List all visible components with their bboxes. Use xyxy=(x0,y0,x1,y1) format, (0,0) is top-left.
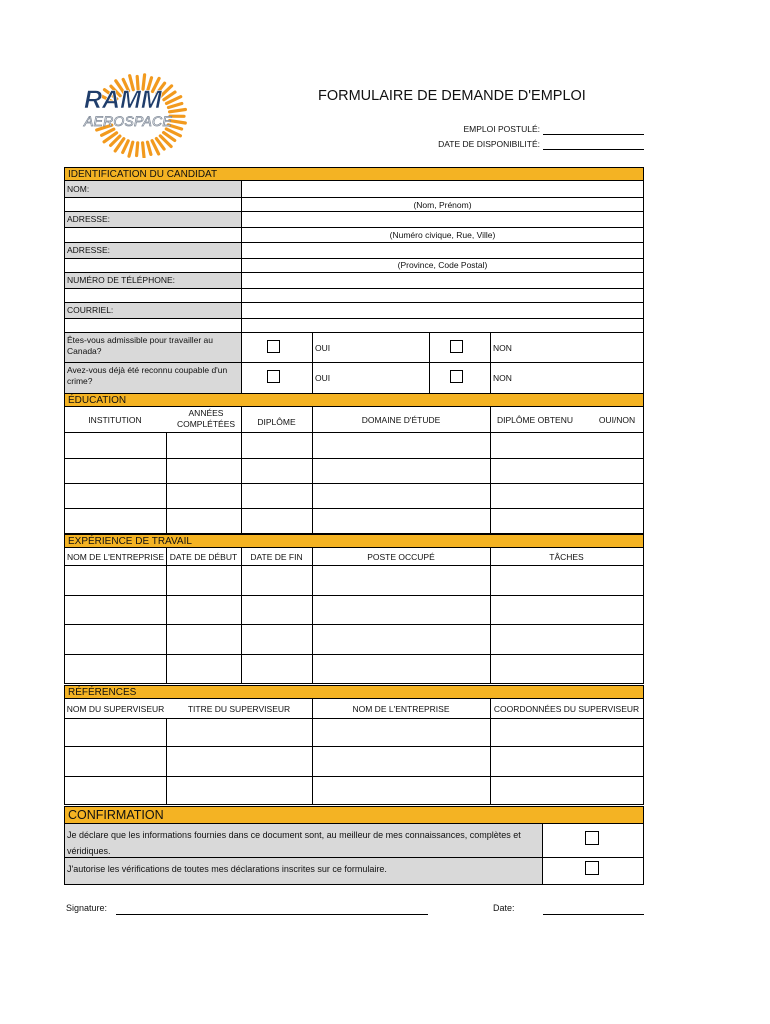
references-header-title: TITRE DU SUPERVISEUR xyxy=(187,704,291,714)
address2-hint: (Province, Code Postal) xyxy=(397,260,488,270)
confirmation-statement-verification: J'autorise les vérifications de toutes mes déclarations inscrites sur ce formulaire. xyxy=(67,864,387,874)
section-references-title: RÉFÉRENCES xyxy=(68,687,137,698)
address1-input[interactable] xyxy=(242,211,643,227)
experience-header-tasks: TÂCHES xyxy=(549,552,584,562)
email-label: COURRIEL: xyxy=(67,305,114,315)
job-applied-label: EMPLOI POSTULÉ: xyxy=(463,124,540,134)
company-logo xyxy=(62,70,210,158)
job-applied-field[interactable] xyxy=(543,123,644,135)
experience-header-position: POSTE OCCUPÉ xyxy=(367,552,435,562)
confirmation-verification-checkbox[interactable] xyxy=(585,861,599,875)
logo-sunburst-icon xyxy=(62,70,210,158)
section-identification-title: IDENTIFICATION DU CANDIDAT xyxy=(68,169,218,180)
criminal-record-no-checkbox[interactable] xyxy=(450,370,463,383)
name-input[interactable] xyxy=(242,181,643,197)
references-header-supervisor: NOM DU SUPERVISEUR xyxy=(66,704,165,714)
address2-input[interactable] xyxy=(242,242,643,258)
education-header-diploma: DIPLÔME xyxy=(257,417,296,427)
education-header-field: DOMAINE D'ÉTUDE xyxy=(361,415,441,425)
date-field[interactable] xyxy=(543,903,644,915)
education-header-obtained: DIPLÔME OBTENU xyxy=(496,415,574,425)
work-eligibility-yes-checkbox[interactable] xyxy=(267,340,280,353)
education-header-yesno: OUI/NON xyxy=(598,415,636,425)
address2-label: ADRESSE: xyxy=(67,245,110,255)
experience-header-start: DATE DE DÉBUT xyxy=(169,552,238,562)
phone-label: NUMÉRO DE TÉLÉPHONE: xyxy=(67,275,176,285)
section-experience xyxy=(64,534,644,548)
form-title: FORMULAIRE DE DEMANDE D'EMPLOI xyxy=(318,88,586,104)
logo-brand: RAMM xyxy=(84,86,162,114)
education-table xyxy=(64,406,644,534)
work-eligibility-no-checkbox[interactable] xyxy=(450,340,463,353)
name-hint: (Nom, Prénom) xyxy=(413,200,472,210)
criminal-record-yes-checkbox[interactable] xyxy=(267,370,280,383)
work-eligibility-yes-label: OUI xyxy=(315,343,331,353)
address1-hint: (Numéro civique, Rue, Ville) xyxy=(389,230,496,240)
signature-field[interactable] xyxy=(116,903,428,915)
references-header-company: NOM DE L'ENTREPRISE xyxy=(352,704,450,714)
work-eligibility-no-label: NON xyxy=(493,343,512,353)
education-header-institution: INSTITUTION xyxy=(88,415,142,425)
date-label: Date: xyxy=(493,903,515,913)
criminal-record-yes-label: OUI xyxy=(315,373,331,383)
email-input[interactable] xyxy=(242,302,643,318)
section-references xyxy=(64,685,644,699)
confirmation-statement-accuracy: Je déclare que les informations fournies dans ce document sont, au meilleur de mes connaissances, complètes et véridiques. xyxy=(67,830,521,856)
name-label: NOM: xyxy=(67,184,90,194)
address1-label: ADRESSE: xyxy=(67,214,110,224)
availability-label: DATE DE DISPONIBILITÉ: xyxy=(438,139,540,149)
education-header-years: ANNÉES COMPLÉTÉES xyxy=(176,408,236,429)
section-experience-title: EXPÉRIENCE DE TRAVAIL xyxy=(68,536,192,547)
section-confirmation xyxy=(64,806,644,824)
references-header-contact: COORDONNÉES DU SUPERVISEUR xyxy=(493,704,640,714)
experience-table xyxy=(64,547,644,684)
section-confirmation-title: CONFIRMATION xyxy=(68,808,164,822)
experience-header-company: NOM DE L'ENTREPRISE xyxy=(66,552,165,562)
section-education xyxy=(64,393,644,407)
confirmation-accuracy-checkbox[interactable] xyxy=(585,831,599,845)
confirmation-block xyxy=(64,823,644,885)
name-label-cell xyxy=(65,181,241,197)
question-work-eligibility: Êtes-vous admissible pour travailler au Canada? xyxy=(67,335,213,356)
logo-sub: AEROSPACE xyxy=(84,113,172,129)
references-table xyxy=(64,698,644,805)
question-criminal-record: Avez-vous déjà été reconnu coupable d'un crime? xyxy=(67,365,228,386)
section-education-title: ÉDUCATION xyxy=(68,395,127,406)
experience-header-end: DATE DE FIN xyxy=(250,552,303,562)
identification-block xyxy=(64,180,644,394)
availability-field[interactable] xyxy=(543,138,644,150)
criminal-record-no-label: NON xyxy=(493,373,512,383)
phone-input[interactable] xyxy=(242,272,643,288)
signature-label: Signature: xyxy=(66,903,108,913)
section-identification xyxy=(64,167,644,181)
